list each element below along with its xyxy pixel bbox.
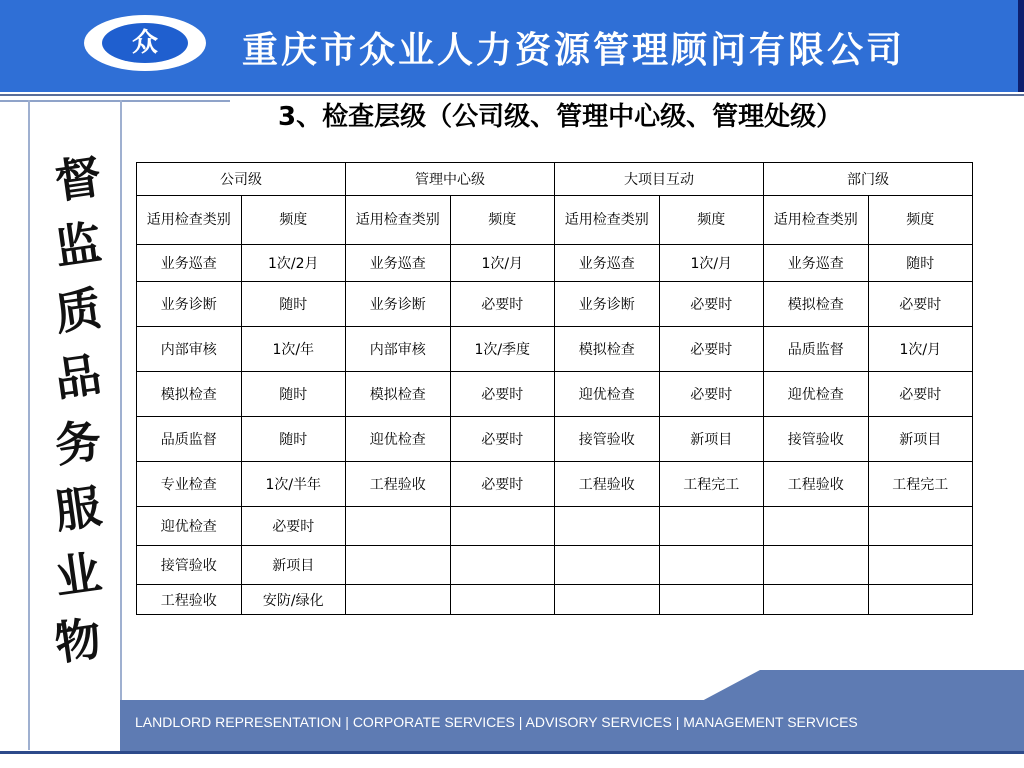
table-cell: 模拟检查 [346, 372, 451, 417]
side-title-char: 业 [51, 545, 105, 605]
table-cell: 工程验收 [555, 462, 660, 507]
side-title-char: 督 [51, 149, 105, 209]
table-row [137, 245, 973, 282]
side-title-char: 物 [51, 611, 105, 671]
table-cell [659, 507, 764, 546]
table-cell: 模拟检查 [764, 282, 869, 327]
column-header: 频度 [868, 196, 973, 245]
table-row [137, 462, 973, 507]
table-cell: 必要时 [450, 417, 555, 462]
group-header: 部门级 [764, 163, 973, 196]
table-cell: 必要时 [659, 282, 764, 327]
table-cell: 业务巡查 [346, 245, 451, 282]
table-cell [346, 507, 451, 546]
table-row [137, 417, 973, 462]
column-header: 适用检查类别 [137, 196, 242, 245]
table-cell: 必要时 [659, 327, 764, 372]
logo-mark-icon: 众 [131, 28, 158, 58]
table-cell: 业务诊断 [137, 282, 242, 327]
inspection-level-table [136, 162, 973, 615]
table-cell: 工程完工 [659, 462, 764, 507]
table-cell: 1次/季度 [450, 327, 555, 372]
table-cell: 安防/绿化 [241, 585, 346, 615]
table-cell: 必要时 [450, 372, 555, 417]
column-header: 频度 [659, 196, 764, 245]
table-cell: 1次/年 [241, 327, 346, 372]
table-cell: 接管验收 [137, 546, 242, 585]
table-cell: 必要时 [659, 372, 764, 417]
column-header: 频度 [241, 196, 346, 245]
column-header: 频度 [450, 196, 555, 245]
table-cell [764, 546, 869, 585]
group-header: 公司级 [137, 163, 346, 196]
company-logo [84, 15, 206, 71]
table-cell [868, 585, 973, 615]
decor-line [120, 100, 122, 750]
table-row [137, 546, 973, 585]
table-cell: 品质监督 [137, 417, 242, 462]
table-cell: 模拟检查 [137, 372, 242, 417]
table-cell [450, 507, 555, 546]
table-cell: 随时 [241, 417, 346, 462]
table-cell [764, 507, 869, 546]
table-cell: 迎优检查 [346, 417, 451, 462]
table-row [137, 282, 973, 327]
table-cell [555, 585, 660, 615]
table-cell: 必要时 [450, 282, 555, 327]
table-cell: 新项目 [659, 417, 764, 462]
table-cell: 1次/2月 [241, 245, 346, 282]
table-cell: 业务诊断 [346, 282, 451, 327]
table-cell [868, 546, 973, 585]
table-cell: 新项目 [868, 417, 973, 462]
table-cell [659, 585, 764, 615]
company-name: 重庆市众业人力资源管理顾问有限公司 [242, 29, 906, 71]
column-header: 适用检查类别 [764, 196, 869, 245]
table-cell: 专业检查 [137, 462, 242, 507]
table-cell: 必要时 [868, 282, 973, 327]
table-cell: 业务巡查 [137, 245, 242, 282]
table-row [137, 372, 973, 417]
table-cell [346, 546, 451, 585]
column-header: 适用检查类别 [555, 196, 660, 245]
table-body [137, 245, 973, 615]
side-title-char: 务 [51, 413, 105, 473]
table-cell: 1次/月 [659, 245, 764, 282]
column-header: 适用检查类别 [346, 196, 451, 245]
header-divider-secondary [0, 100, 230, 102]
footer-tab [760, 670, 1024, 702]
table-cell: 必要时 [450, 462, 555, 507]
table-row [137, 507, 973, 546]
table-cell: 必要时 [868, 372, 973, 417]
group-header: 管理中心级 [346, 163, 555, 196]
table-cell: 随时 [241, 372, 346, 417]
table-cell: 工程验收 [346, 462, 451, 507]
side-title-char: 质 [51, 281, 105, 341]
logo-emblem [102, 23, 188, 63]
table-cell: 随时 [868, 245, 973, 282]
table-group-header-row [137, 163, 973, 196]
table-cell: 必要时 [241, 507, 346, 546]
table-row [137, 585, 973, 615]
table-cell: 迎优检查 [137, 507, 242, 546]
table-cell: 模拟检查 [555, 327, 660, 372]
table-cell: 接管验收 [764, 417, 869, 462]
bottom-rule [0, 751, 1024, 754]
table-subheader-row [137, 196, 973, 245]
table-cell: 工程验收 [137, 585, 242, 615]
table-cell [555, 546, 660, 585]
table-cell [764, 585, 869, 615]
table-cell: 业务诊断 [555, 282, 660, 327]
table-cell: 业务巡查 [764, 245, 869, 282]
table-cell: 迎优检查 [555, 372, 660, 417]
table-cell [450, 546, 555, 585]
table-cell: 业务巡查 [555, 245, 660, 282]
table-cell: 1次/月 [868, 327, 973, 372]
decor-line [28, 100, 30, 750]
table-cell: 新项目 [241, 546, 346, 585]
table-cell: 1次/月 [450, 245, 555, 282]
table-cell: 工程验收 [764, 462, 869, 507]
table-cell: 品质监督 [764, 327, 869, 372]
table-cell: 内部审核 [346, 327, 451, 372]
table-cell: 迎优检查 [764, 372, 869, 417]
table-cell: 工程完工 [868, 462, 973, 507]
side-title-char: 服 [51, 479, 105, 539]
table-cell: 接管验收 [555, 417, 660, 462]
footer-services: LANDLORD REPRESENTATION | CORPORATE SERVICES | ADVISORY SERVICES | MANAGEMENT SERVICES [135, 714, 858, 730]
table-cell: 1次/半年 [241, 462, 346, 507]
table-cell [659, 546, 764, 585]
table-cell [450, 585, 555, 615]
side-title-char: 监 [51, 215, 105, 275]
header-bar [0, 0, 1024, 92]
table-cell: 随时 [241, 282, 346, 327]
table-cell: 内部审核 [137, 327, 242, 372]
slide-title: 3、检查层级（公司级、管理中心级、管理处级） [278, 102, 843, 132]
side-title [48, 146, 108, 674]
table-cell [868, 507, 973, 546]
side-title-char: 品 [51, 347, 105, 407]
table-row [137, 327, 973, 372]
table-cell [555, 507, 660, 546]
group-header: 大项目互动 [555, 163, 764, 196]
table-cell [346, 585, 451, 615]
